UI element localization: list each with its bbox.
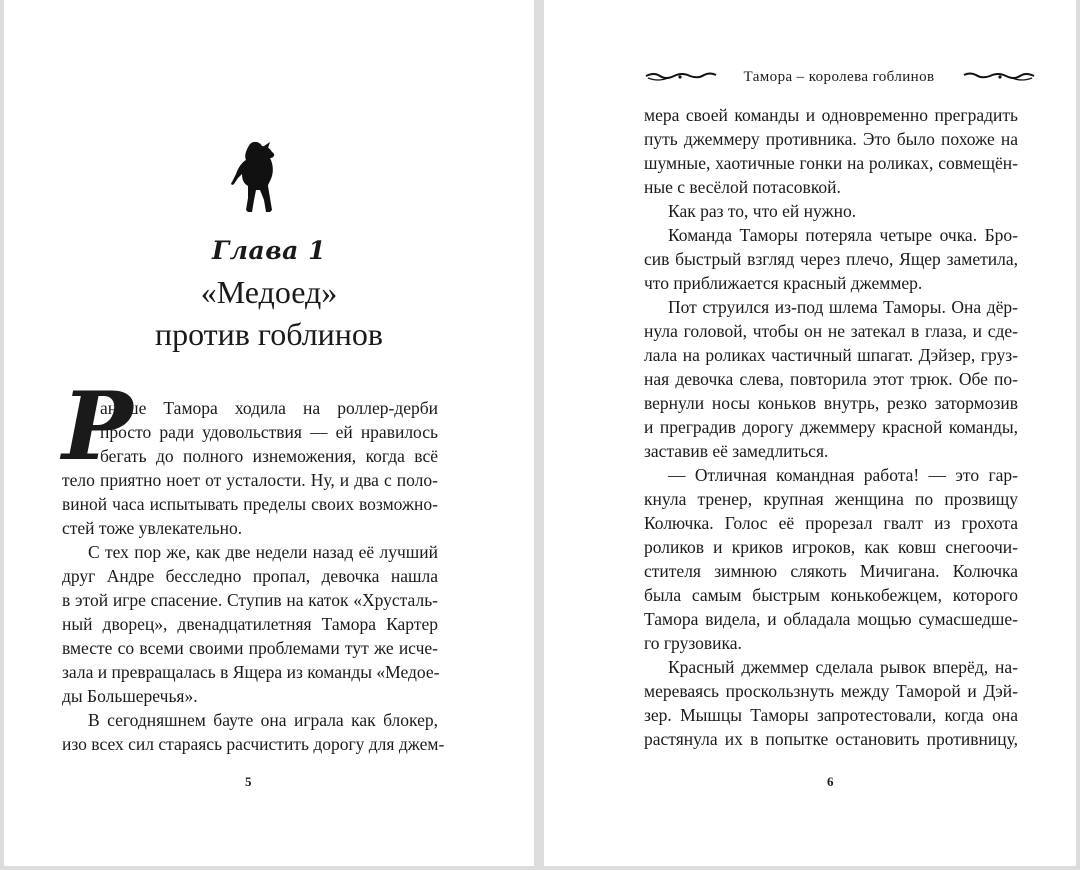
text-line: заставив её замедлиться. [644,441,829,461]
page-number: 6 [827,774,834,789]
text-line: Пот струился из-под шлема Таморы. Она дёр- [668,297,1018,317]
text-line: ный дворец», двенадцатилетняя Тамора Картер [62,614,438,634]
text-line: В сегодняшнем бауте она играла как блокер, [88,710,438,730]
text-line: Колючка. Голос её прорезал гвалт из грохота [644,513,1018,533]
page-number: 5 [245,774,252,789]
text-line: ды Большеречья». [62,686,198,706]
text-line: что приближается красный джеммер. [644,273,923,293]
text-line: мереваясь проскользнуть между Таморой и Дэй- [644,681,1018,701]
text-line: зер. Мышцы Таморы запротестовали, когда она [644,705,1018,725]
text-line: вернули носы коньков внутрь, резко затормозив [644,393,1018,413]
text-line: растянула их в попытке остановить противницу, [644,729,1018,749]
text-line: была самым быстрым конькобежцем, которого [644,585,1018,605]
text-line: лала на роликах частичный шпагат. Дэйзер, груз- [644,345,1018,365]
chapter-title-line-2: против гоблинов [154,316,384,352]
text-line: и преградив дорогу джеммеру красной команды, [644,417,1018,437]
text-line: Как раз то, что ей нужно. [668,201,857,221]
text-line: го грузовика. [644,633,742,653]
text-line: мера своей команды и одновременно преградить [644,105,1018,125]
drop-cap: Р [62,372,133,482]
text-line: стей тоже увлекательно. [62,518,243,538]
text-line: С тех пор же, как две недели назад её лучший [88,542,438,562]
text-line: тело приятно ноет от усталости. Ну, и два с поло- [62,470,438,490]
text-line: шумные, хаотичные гонки на роликах, совмещён- [644,153,1018,173]
text-line: ные с весёлой потасовкой. [644,177,841,197]
running-head: Тамора – королева гоблинов [743,69,935,85]
text-line: виной часа испытывать пределы своих возможно- [62,494,438,514]
right-page [544,0,1076,866]
text-line: бегать до полного изнеможения, когда всё [100,446,438,466]
goblin-silhouette-icon [226,140,282,216]
text-line: кнула тренер, крупная женщина по прозвищу [644,489,1018,509]
text-line: аньше Тамора ходила на роллер-дерби [100,398,438,418]
text-line: — Отличная командная работа! — это гар- [668,465,1018,485]
text-line: Тамора видела, и обладала мощью сумасшедше- [644,609,1018,629]
left-ornament-icon [644,70,718,84]
text-line: нула головой, чтобы он не затекал в глаза, и сде- [644,321,1018,341]
left-page [4,0,534,866]
text-line: роликов и криков игроков, как ковш снегоочи- [644,537,1018,557]
text-line: Команда Таморы потеряла четыре очка. Бро- [668,225,1018,245]
text-line: ная девочка слева, повторила этот трюк. Обе по- [644,369,1018,389]
text-line: путь джеммеру противника. Это было похоже на [644,129,1018,149]
text-line: стителя зимнюю слякоть Мичигана. Колючка [644,561,1018,581]
text-line: зала и превращалась в Ящера из команды «Медое- [62,662,440,682]
text-line: сив быстрый взгляд через плечо, Ящер заметила, [644,249,1018,269]
text-line: изо всех сил стараясь расчистить дорогу для джем- [62,734,445,754]
chapter-title-line-1: «Медоед» [200,274,338,310]
text-line: друг Андре бесследно пропал, девочка нашла [62,566,438,586]
chapter-label: Глава 1 [212,236,326,265]
text-line: в этой игре спасение. Ступив на каток «Хрусталь- [62,590,438,610]
text-line: просто ради удовольствия — ей нравилось [100,422,438,442]
text-line: Красный джеммер сделала рывок вперёд, на- [668,657,1018,677]
right-ornament-icon [962,70,1036,84]
text-line: вместе со всеми своими проблемами тут же исче- [62,638,438,658]
